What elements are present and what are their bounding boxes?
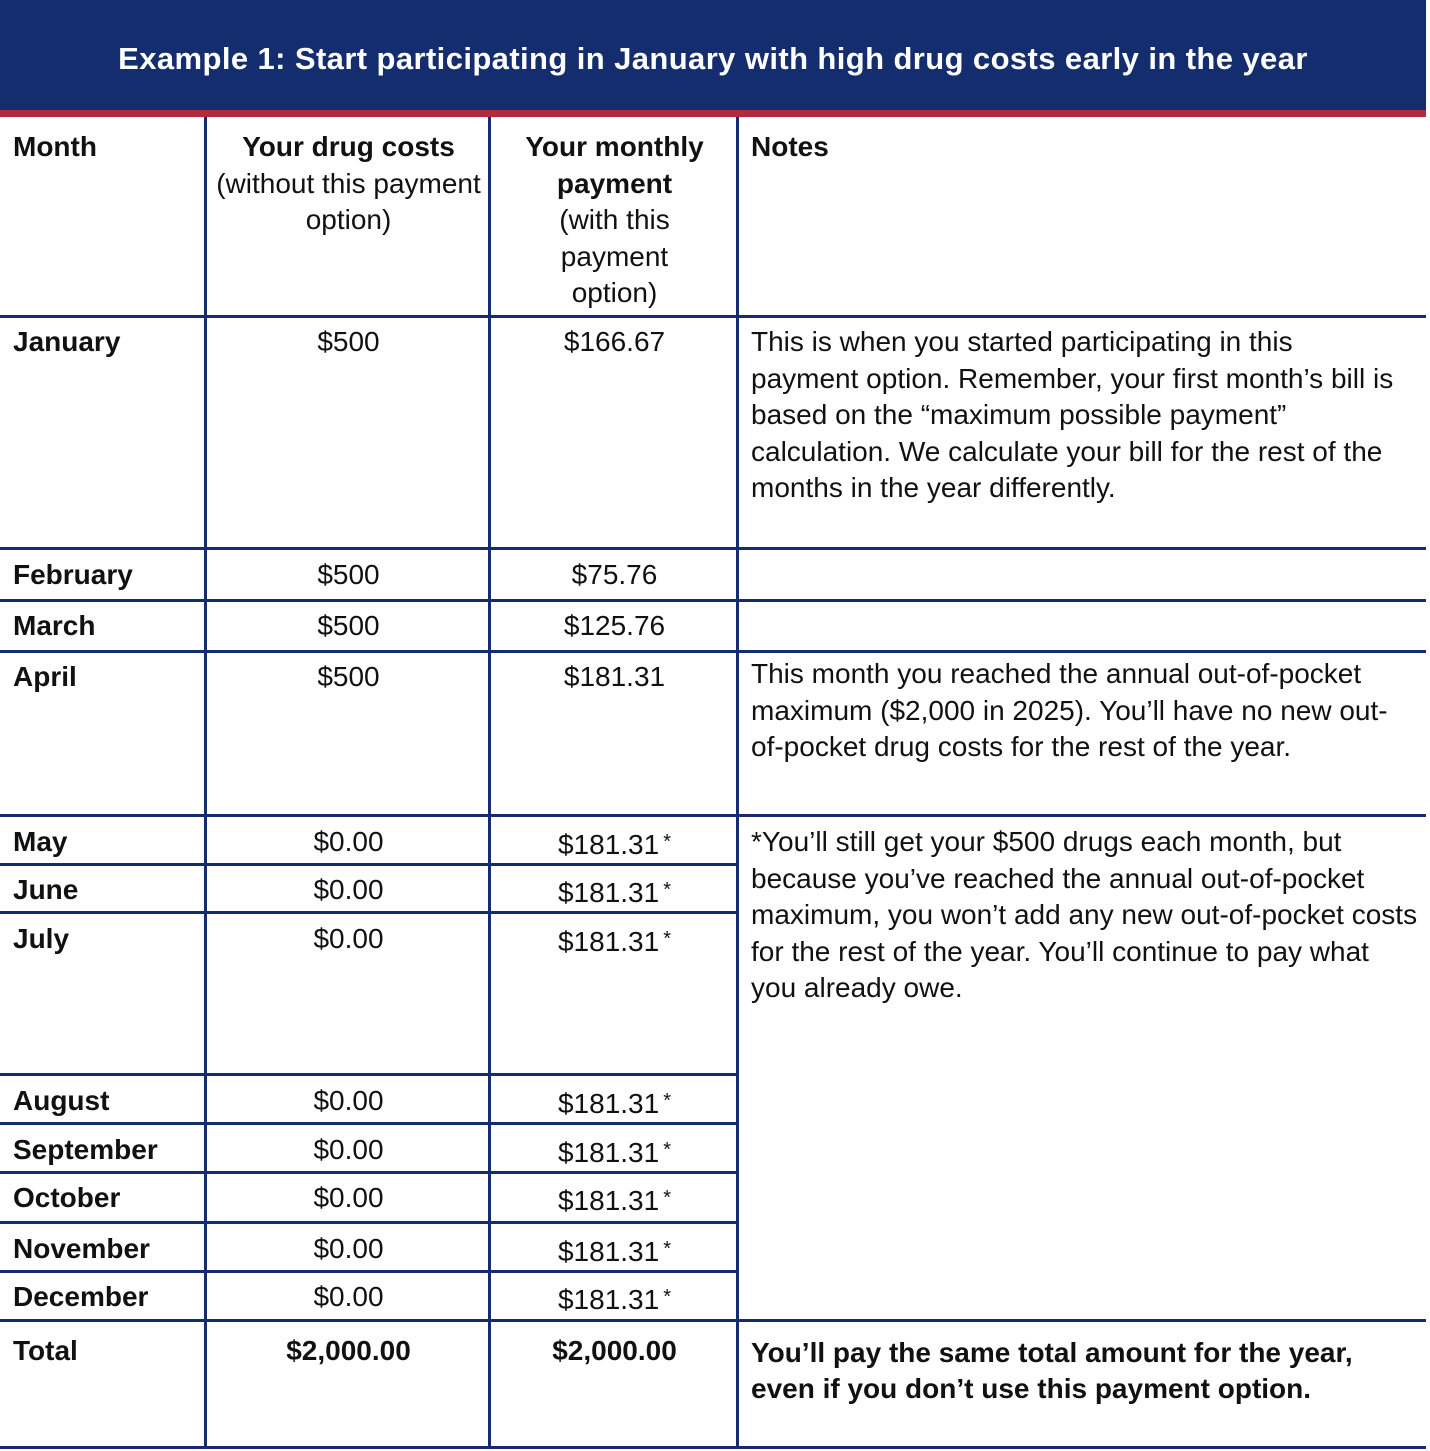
asterisk-marker: * — [663, 879, 671, 901]
total-label: Total — [13, 1335, 78, 1366]
monthly-payment-cell — [492, 921, 737, 961]
header-month — [0, 129, 205, 166]
monthly-payment-cell — [492, 824, 737, 864]
monthly-payment-cell — [492, 1083, 737, 1123]
row-divider — [0, 650, 1426, 653]
month-cell: September — [13, 1134, 158, 1165]
example-title-banner — [0, 0, 1426, 110]
total-drug-costs: $2,000.00 — [286, 1335, 411, 1366]
drug-costs-cell: $500 — [317, 610, 380, 641]
note-january: This is when you started participating in this payment option. Remember, your first month’s bill is based on the “maximum possible payment” calculation. We calculate your bill for the rest of the months in the year differently. — [751, 326, 1394, 503]
payment-value: $181.31 — [557, 829, 660, 860]
asterisk-marker: * — [663, 831, 671, 853]
month-cell: January — [13, 326, 121, 357]
monthly-payment-cell: $125.76 — [563, 610, 666, 641]
payment-example-table — [0, 117, 1426, 1449]
month-cell: March — [13, 610, 96, 641]
asterisk-marker: * — [663, 1286, 671, 1308]
asterisk-marker: * — [663, 928, 671, 950]
month-cell: August — [13, 1085, 110, 1116]
asterisk-marker: * — [663, 1238, 671, 1260]
month-cell: February — [13, 559, 133, 590]
drug-costs-cell: $0.00 — [313, 1281, 384, 1312]
drug-costs-cell: $0.00 — [313, 1182, 384, 1213]
payment-value: $181.31 — [557, 1185, 660, 1216]
total-monthly-payment: $2,000.00 — [552, 1335, 677, 1366]
row-divider — [0, 1319, 1426, 1322]
header-monthly-payment — [492, 129, 737, 312]
row-divider — [0, 1446, 1426, 1449]
month-cell: October — [13, 1182, 121, 1213]
row-divider — [0, 599, 1426, 602]
row-divider — [0, 315, 1426, 318]
payment-value: $181.31 — [557, 1088, 660, 1119]
drug-costs-cell: $500 — [317, 559, 380, 590]
payment-value: $181.31 — [557, 877, 660, 908]
drug-costs-cell: $500 — [317, 661, 380, 692]
header-monthly-payment-label: Your monthly payment — [525, 131, 704, 199]
asterisk-marker: * — [663, 1187, 671, 1209]
month-cell: November — [13, 1233, 150, 1264]
payment-value: $181.31 — [557, 1284, 660, 1315]
month-cell: May — [13, 826, 68, 857]
payment-value: $181.31 — [557, 1137, 660, 1168]
month-cell: June — [13, 874, 79, 905]
header-drug-costs — [208, 129, 489, 239]
header-month-label: Month — [13, 131, 97, 162]
row-divider — [0, 814, 1426, 817]
monthly-payment-cell: $166.67 — [563, 326, 666, 357]
monthly-payment-cell — [492, 1132, 737, 1172]
example-title: Example 1: Start participating in January with high drug costs early in the year — [118, 41, 1308, 76]
month-cell: July — [13, 923, 70, 954]
asterisk-marker: * — [663, 1090, 671, 1112]
accent-bar — [0, 110, 1426, 117]
row-divider — [0, 547, 1426, 550]
drug-costs-cell: $0.00 — [313, 1233, 384, 1264]
header-notes-label: Notes — [751, 131, 829, 162]
monthly-payment-cell — [492, 1231, 737, 1271]
monthly-payment-cell: $181.31 — [563, 661, 666, 692]
monthly-payment-cell — [492, 872, 737, 912]
row-divider — [0, 1221, 739, 1224]
monthly-payment-cell — [492, 1180, 737, 1220]
note-april: This month you reached the annual out-of-pocket maximum ($2,000 in 2025). You’ll have no new out-of-pocket drug costs for the rest of the year. — [751, 658, 1388, 762]
drug-costs-cell: $0.00 — [313, 923, 384, 954]
row-divider — [0, 1073, 739, 1076]
note-total: You’ll pay the same total amount for the year, even if you don’t use this payment option. — [751, 1337, 1353, 1404]
header-drug-costs-label: Your drug costs — [242, 131, 455, 162]
month-cell: December — [13, 1281, 149, 1312]
header-drug-costs-sub: (without this payment option) — [216, 167, 481, 235]
note-may-to-december: *You’ll still get your $500 drugs each month, but because you’ve reached the annual out-of-pocket maximum, you won’t add any new out-of-pocket costs for the rest of the year. You’ll continue to pay what you already owe. — [751, 826, 1418, 1003]
drug-costs-cell: $0.00 — [313, 874, 384, 905]
drug-costs-cell: $0.00 — [313, 826, 384, 857]
drug-costs-cell: $500 — [317, 326, 380, 357]
monthly-payment-cell — [492, 1279, 737, 1319]
drug-costs-cell: $0.00 — [313, 1085, 384, 1116]
month-cell: April — [13, 661, 77, 692]
header-notes — [740, 129, 1426, 166]
monthly-payment-cell: $75.76 — [571, 559, 658, 590]
payment-value: $181.31 — [557, 926, 660, 957]
header-monthly-payment-sub: (with this payment option) — [559, 204, 670, 308]
drug-costs-cell: $0.00 — [313, 1134, 384, 1165]
asterisk-marker: * — [663, 1139, 671, 1161]
payment-value: $181.31 — [557, 1236, 660, 1267]
